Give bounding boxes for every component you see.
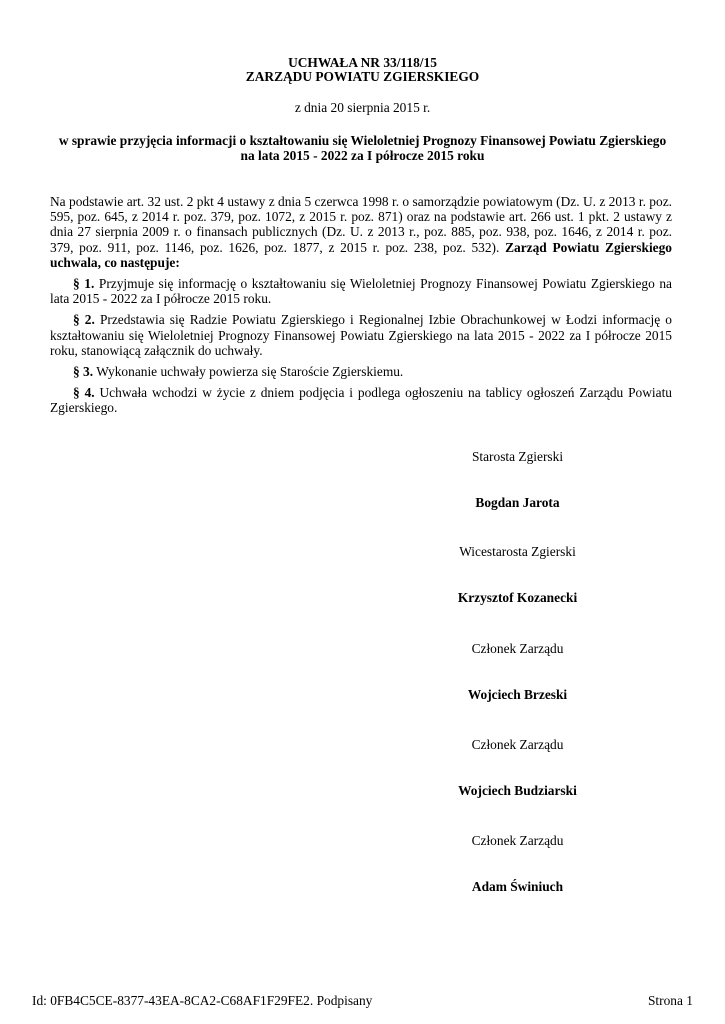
- document-id: Id: 0FB4C5CE-8377-43EA-8CA2-C68AF1F29FE2. Podpisany: [32, 993, 373, 1008]
- paragraph-1-mark: § 1.: [73, 276, 95, 292]
- paragraph-4-text: Uchwała wchodzi w życie z dniem podjęcia i podlega ogłoszeniu na tablicy ogłoszeń Zarządu Powiatu Zgierskiego.: [50, 385, 672, 416]
- preamble-text: Na podstawie art. 32 ust. 2 pkt 4 ustawy z dnia 5 czerwca 1998 r. o samorządzie powiatowym (Dz. U. z 2013 r. poz. 595, poz. 645, z 2014 r. poz. 379, poz. 1072, z 2015 r. poz. 871) oraz na podstawie art. 266 ust. 1 pkt. 2 ustawy z dnia 27 sierpnia 2009 r. o finansach publicznych (Dz. U. z 2013 r., poz. 885, poz. 938, poz. 1646, z 2014 r. poz. 379, poz. 911, poz. 1146, poz. 1626, poz. 1877, z 2015 r. poz. 238, poz. 532).: [50, 194, 672, 255]
- resolution-date: z dnia 20 sierpnia 2015 r.: [294, 100, 431, 115]
- signature-name: Wojciech Brzeski: [467, 687, 568, 702]
- paragraph-2-text: Przedstawia się Radzie Powiatu Zgierskiego i Regionalnej Izbie Obrachunkowej w Łodzi informację o kształtowaniu się Wieloletniej Prognozy Finansowej Powiatu Zgierskiego na lata 2015 - 2022 za I półrocze 2015 roku, stanowiącą załącznik do uchwały.: [50, 312, 673, 358]
- signature-name: Krzysztof Kozanecki: [457, 590, 578, 605]
- paragraph-4: [50, 385, 672, 415]
- paragraph-4-mark: § 4.: [73, 385, 95, 401]
- signature-5: [430, 834, 605, 894]
- paragraph-3-mark: § 3.: [73, 364, 94, 380]
- signature-4: [430, 738, 605, 798]
- signature-role: Wicestarosta Zgierski: [459, 544, 576, 559]
- page-number: Strona 1: [647, 993, 693, 1008]
- paragraph-3: [50, 364, 672, 379]
- resolution-body: [50, 194, 672, 422]
- signature-role: Starosta Zgierski: [471, 449, 564, 464]
- signature-role: Członek Zarządu: [471, 641, 564, 656]
- resolution-title: [0, 56, 725, 84]
- paragraph-1: [50, 276, 672, 306]
- signature-1: [430, 450, 605, 510]
- paragraph-3-text: Wykonanie uchwały powierza się Staroście Zgierskiemu.: [96, 364, 404, 380]
- paragraph-2-mark: § 2.: [73, 312, 95, 328]
- title-line-2: ZARZĄDU POWIATU ZGIERSKIEGO: [245, 69, 480, 84]
- title-line-1: UCHWAŁA NR 33/118/15: [288, 55, 437, 70]
- signature-role: Członek Zarządu: [471, 833, 564, 848]
- signature-name: Wojciech Budziarski: [458, 783, 577, 798]
- subject-line-1: w sprawie przyjęcia informacji o kształtowaniu się Wieloletniej Prognozy Finansowej Powiatu Zgierskiego: [58, 133, 667, 148]
- signature-name: Bogdan Jarota: [475, 495, 560, 510]
- signature-role: Członek Zarządu: [471, 737, 564, 752]
- preamble: [50, 194, 672, 270]
- signature-3: [430, 642, 605, 702]
- signature-name: Adam Świniuch: [471, 879, 564, 894]
- preamble-bold: Zarząd Powiatu Zgierskiego uchwala, co następuje:: [50, 239, 672, 270]
- paragraph-2: [50, 312, 672, 358]
- paragraph-1-text: Przyjmuje się informację o kształtowaniu się Wieloletniej Prognozy Finansowej Powiatu Zgierskiego na lata 2015 - 2022 za I półrocze 2015 roku.: [50, 276, 672, 307]
- resolution-subject: [40, 133, 685, 163]
- signature-2: [430, 545, 605, 605]
- subject-line-2: na lata 2015 - 2022 za I półrocze 2015 roku: [240, 148, 485, 163]
